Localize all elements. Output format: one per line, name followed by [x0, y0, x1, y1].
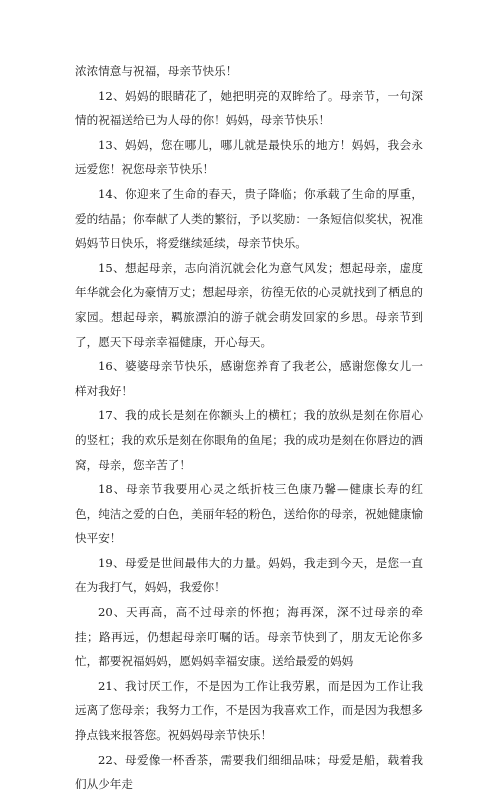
paragraph: 14、你迎来了生命的春天，贵子降临；你承载了生命的厚重，爱的结晶；你奉献了人类的繁衍，予以奖励：一条短信似奖状，祝准妈妈节日快乐，将爱继续延续，母亲节快乐。: [75, 186, 423, 251]
paragraph: 22、母爱像一杯香茶，需要我们细细品味；母爱是船，载着我们从少年走: [75, 752, 423, 792]
paragraph: 18、母亲节我要用心灵之纸折枝三色康乃馨—健康长寿的红色，纯洁之爱的白色，美丽年轻的粉色，送给你的母亲，祝她健康愉快平安！: [75, 482, 423, 546]
paragraph: 13、妈妈，您在哪儿，哪儿就是最快乐的地方！妈妈，我会永远爱您！祝您母亲节快乐！: [75, 137, 423, 177]
paragraph: 12、妈妈的眼睛花了，她把明亮的双眸给了。母亲节，一句深情的祝福送给已为人母的你！妈妈，母亲节快乐！: [75, 88, 423, 128]
document-body: [75, 59, 423, 797]
paragraph: 浓浓情意与祝福，母亲节快乐！: [75, 64, 238, 78]
paragraph: 15、想起母亲，志向消沉就会化为意气风发；想起母亲，虚度年华就会化为豪情万丈；想起母亲，彷徨无依的心灵就找到了栖息的家园。想起母亲，羁旅漂泊的游子就会萌发回家的乡思。母亲节到了，愿天下母亲幸福健康，开心每天。: [75, 260, 423, 349]
paragraph: 17、我的成长是刻在你额头上的横杠；我的放纵是刻在你眉心的竖杠；我的欢乐是刻在你眼角的鱼尾；我的成功是刻在你唇边的酒窝，母亲，您辛苦了！: [75, 408, 423, 472]
paragraph: 21、我讨厌工作，不是因为工作让我劳累，而是因为工作让我远离了您母亲；我努力工作，不是因为我喜欢工作，而是因为我想多挣点钱来报答您。祝妈妈母亲节快乐！: [75, 678, 423, 743]
paragraph: 20、天再高，高不过母亲的怀抱；海再深，深不过母亲的牵挂；路再远，仍想起母亲叮嘱的话。母亲节快到了，朋友无论你多忙，都要祝福妈妈，愿妈妈幸福安康。送给最爱的妈妈: [75, 605, 423, 669]
paragraph: 19、母爱是世间最伟大的力量。妈妈，我走到今天，是您一直在为我打气，妈妈，我爱你！: [75, 555, 423, 595]
paragraph: 16、婆婆母亲节快乐，感谢您养育了我老公，感谢您像女儿一样对我好！: [75, 359, 423, 398]
